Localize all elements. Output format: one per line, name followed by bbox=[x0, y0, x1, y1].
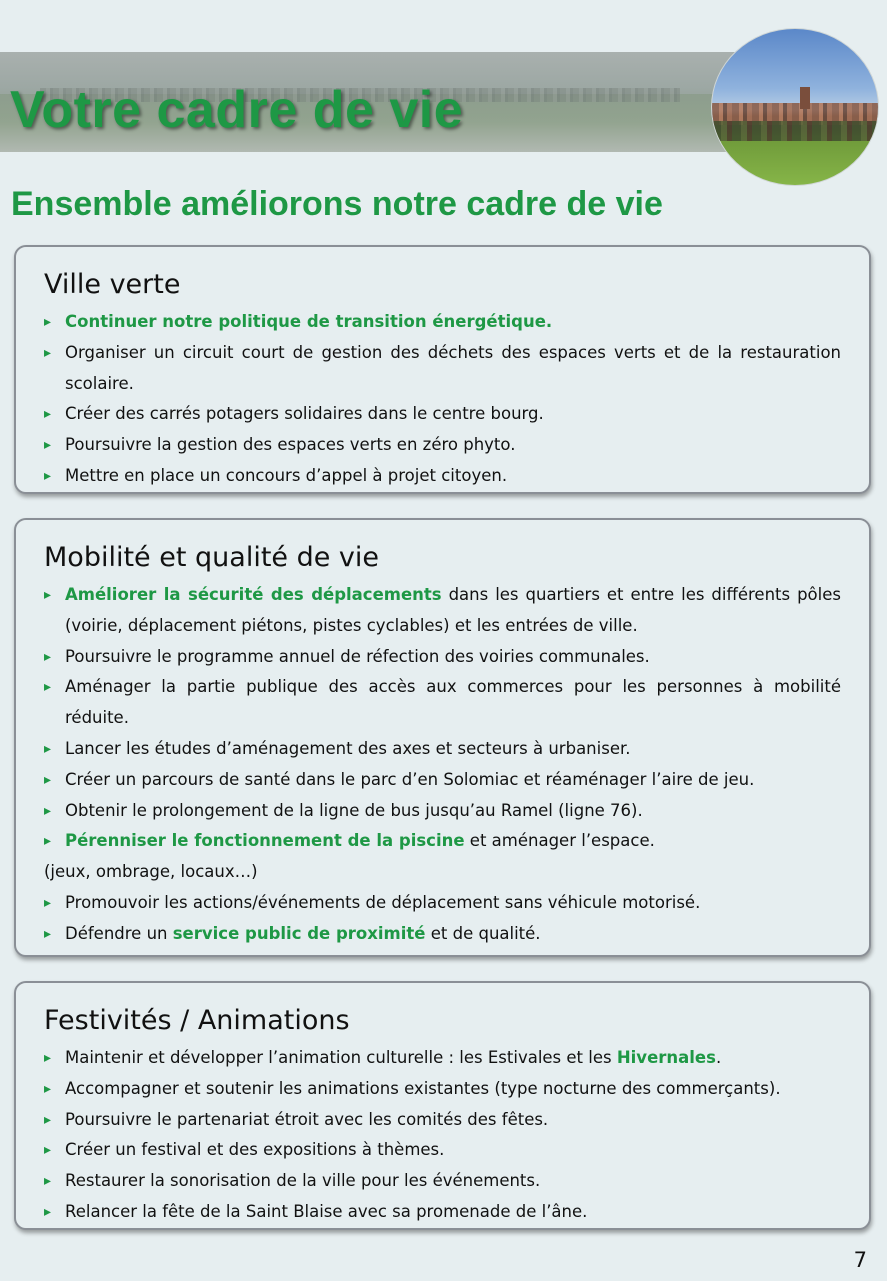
list-item bbox=[44, 1043, 841, 1074]
item-text: Restaurer la sonorisation de la ville pour les événements. bbox=[65, 1171, 541, 1191]
item-text: Relancer la fête de la Saint Blaise avec sa promenade de l’âne. bbox=[65, 1201, 588, 1221]
item-text: Défendre un bbox=[65, 923, 173, 943]
item-text: Obtenir le prolongement de la ligne de bus jusqu’au Ramel (ligne 76). bbox=[65, 800, 643, 820]
list-item bbox=[44, 307, 841, 338]
highlight-text: service public de proximité bbox=[172, 923, 426, 943]
item-text: Maintenir et développer l’animation culturelle : les Estivales et les bbox=[65, 1048, 617, 1067]
highlight-text: Continuer notre politique de transition énergétique. bbox=[65, 312, 553, 331]
page-subtitle: Ensemble améliorons notre cadre de vie bbox=[11, 185, 663, 223]
item-text: (jeux, ombrage, locaux…) bbox=[44, 862, 258, 882]
list-item bbox=[44, 1197, 841, 1228]
section-heading: Mobilité et qualité de vie bbox=[44, 542, 380, 573]
photo-church-tower bbox=[800, 87, 810, 109]
highlight-text: Pérenniser le fonctionnement de la piscine bbox=[65, 831, 465, 851]
page-number: 7 bbox=[853, 1248, 867, 1272]
list-item bbox=[44, 338, 841, 400]
section-heading: Festivités / Animations bbox=[44, 1005, 350, 1036]
list-item bbox=[44, 672, 841, 734]
list-item bbox=[44, 1135, 841, 1166]
list-item bbox=[44, 1105, 841, 1136]
section-festivites bbox=[14, 981, 871, 1230]
highlight-text: Améliorer la sécurité des déplacements bbox=[65, 585, 442, 604]
list-item bbox=[44, 765, 841, 796]
list-item bbox=[44, 1166, 841, 1197]
item-text: Poursuivre la gestion des espaces verts en zéro phyto. bbox=[65, 435, 516, 455]
list-item bbox=[44, 430, 841, 461]
list-item bbox=[44, 461, 841, 492]
list-item bbox=[44, 796, 841, 827]
page-title: Votre cadre de vie bbox=[10, 81, 464, 139]
section-list bbox=[44, 1043, 841, 1228]
section-heading: Ville verte bbox=[44, 269, 181, 300]
item-text: et de qualité. bbox=[425, 923, 541, 943]
item-text: Créer des carrés potagers solidaires dans le centre bourg. bbox=[65, 404, 544, 424]
highlight-text: Hivernales bbox=[616, 1048, 716, 1067]
item-text: Poursuivre le partenariat étroit avec les comités des fêtes. bbox=[65, 1109, 549, 1129]
photo-trees bbox=[712, 121, 878, 141]
item-text: Poursuivre le programme annuel de réfection des voiries communales. bbox=[65, 646, 650, 666]
section-mobilite bbox=[14, 518, 871, 957]
item-text: Aménager la partie publique des accès aux commerces pour les personnes à mobilité réduite. bbox=[65, 677, 841, 728]
list-item bbox=[44, 580, 841, 642]
item-text: Lancer les études d’aménagement des axes et secteurs à urbaniser. bbox=[65, 738, 631, 758]
list-item-continuation bbox=[44, 857, 841, 888]
section-list bbox=[44, 307, 841, 492]
item-text: et aménager l’espace. bbox=[464, 831, 655, 851]
list-item bbox=[44, 1074, 841, 1105]
village-photo bbox=[711, 28, 879, 186]
item-text: dans les quartiers et entre les différents pôles (voirie, déplacement piétons, pistes cyclables) et les entrées de ville. bbox=[65, 585, 841, 635]
list-item bbox=[44, 399, 841, 430]
item-text: Organiser un circuit court de gestion des déchets des espaces verts et de la restauration scolaire. bbox=[65, 342, 841, 393]
item-text: Promouvoir les actions/événements de déplacement sans véhicule motorisé. bbox=[65, 892, 701, 912]
section-ville-verte bbox=[14, 245, 871, 494]
item-text: Mettre en place un concours d’appel à projet citoyen. bbox=[65, 465, 508, 485]
item-text: . bbox=[715, 1048, 722, 1067]
list-item bbox=[44, 642, 841, 673]
list-item bbox=[44, 919, 841, 950]
list-item bbox=[44, 826, 841, 857]
list-item bbox=[44, 734, 841, 765]
section-list bbox=[44, 580, 841, 950]
item-text: Créer un festival et des expositions à thèmes. bbox=[65, 1140, 445, 1160]
item-text: Accompagner et soutenir les animations existantes (type nocturne des commerçants). bbox=[65, 1078, 781, 1098]
item-text: Créer un parcours de santé dans le parc d’en Solomiac et réaménager l’aire de jeu. bbox=[65, 769, 755, 789]
list-item bbox=[44, 888, 841, 919]
